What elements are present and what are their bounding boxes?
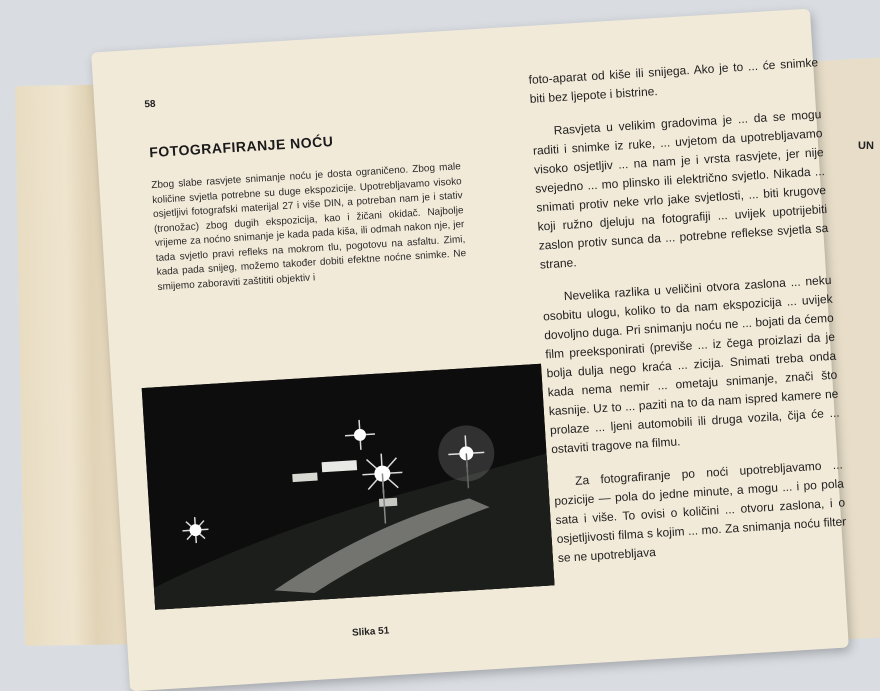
right-paragraph-1: foto-aparat od kiše ili snijega. Ako je to ... će snimke biti bez ljepote i bistrine. [528, 55, 819, 106]
next-page-heading-fragment: UN [858, 140, 874, 152]
right-paragraph-4: Za fotografiranje po noći upotrebljavamo ... pozicije — pola do jedne minute, a mogu ... i po pola sata i više. To ovisi o količini ... otvoru zaslona, i o osjetljivosti filma s kojim ... mo. Za snimanja noću filter se ne upotrebljava [553, 457, 847, 566]
intro-paragraph: Zbog slabe rasvjete snimanje noću je dosta ograničeno. Zbog male količine svjetla potrebne su duge ekspozicije. Upotrebljavamo visoko osjetljivi fotografski materijal 27 i više DIN, a potreban nam je i stativ (tronožac) zbog dugih ekspozicija, kao i žičani okidač. Najbolje vrijeme za noćno snimanje je kada pada kiša, ili odmah nakon nje, jer tada svjetlo pravi refleks na mokrom tlu, pogotovu na asfaltu. Zimi, kada pada snijeg, možemo također dobiti efektne noćne snimke. Ne smijemo zaboraviti zaštititi objektiv i [151, 161, 467, 293]
right-paragraph-2: Rasvjeta u velikim gradovima je ... da se mogu raditi i snimke iz ruke, ... uvjetom da upotrebljavamo visoko osjetljiv ... na nam je i vrsta rasvjete, jer nije svejedno ... mo plinsko ili električno svjetlo. Nikada ... snimati protiv neke vrlo jake svjetlosti, ... biti krugove koji ružno djeluju na fotografiji ... uvijek upotrijebiti zaslon protiv sunca da ... potrebne reflekse svjetla sa strane. [532, 107, 829, 272]
page-title: FOTOGRAFIRANJE NOĆU [148, 132, 334, 161]
book-page [91, 9, 849, 691]
figure-caption: Slika 51 [351, 625, 390, 639]
right-column-text [528, 53, 849, 582]
page-number: 58 [144, 98, 156, 111]
right-paragraph-3: Nevelika razlika u veličini otvora zaslona ... neku osobitu ulogu, koliko to da nam ekspozicija ... uvijek dovoljno duga. Pri snimanju noću ne ... bojati da ćemo film preeksponirati (previše ... iz čega proizlazi da je bolja dulja nego kraća ... zicija. Snimati treba onda kada nema nemir ... ometaju snimanje, znači što kasnije. Uz to ... paziti na to da nam ispred kamere ne prolaze ... ljeni automobili ili druga vozila, čija će ... ostaviti tragove na filmu. [542, 272, 840, 457]
night-street-photo [142, 364, 555, 610]
night-photo-illustration [142, 364, 555, 610]
